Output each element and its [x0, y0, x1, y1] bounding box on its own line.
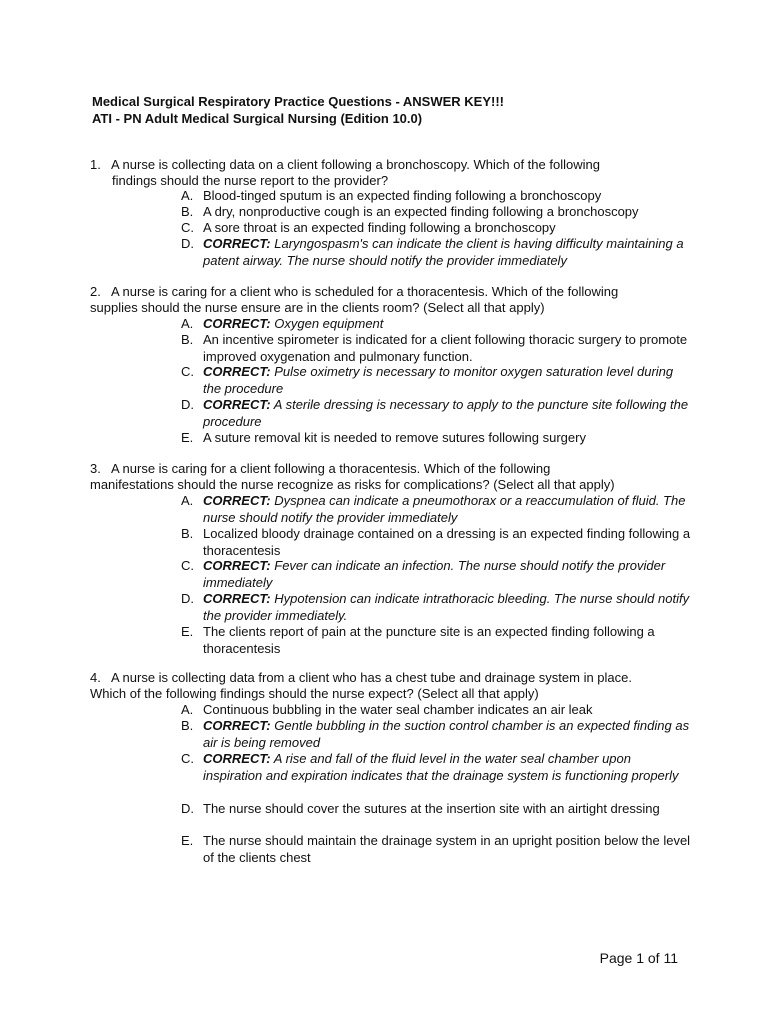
correct-label: CORRECT:: [203, 397, 271, 412]
option: A. Continuous bubbling in the water seal chamber indicates an air leak: [181, 702, 593, 717]
option-correct: A. CORRECT: Dyspnea can indicate a pneumothorax or a reaccumulation of fluid. The nurse should notify the provider immediately: [181, 493, 686, 525]
correct-label: CORRECT:: [203, 591, 271, 606]
question-stem-cont: findings should the nurse report to the provider?: [112, 173, 389, 188]
correct-label: CORRECT:: [203, 718, 271, 733]
option-correct: D. CORRECT: A sterile dressing is necessary to apply to the puncture site following the procedure: [181, 397, 689, 429]
correct-label: CORRECT:: [203, 751, 271, 766]
option-correct: D. CORRECT: Hypotension can indicate intrathoracic bleeding. The nurse should notify the provider immediately.: [181, 591, 690, 623]
question-stem-cont: Which of the following findings should the nurse expect? (Select all that apply): [90, 686, 539, 701]
question-2: [90, 284, 690, 316]
question-stem: 3. A nurse is caring for a client following a thoracentesis. Which of the following: [90, 461, 551, 476]
option-correct: B. CORRECT: Gentle bubbling in the suction control chamber is an expected finding as air is being removed: [181, 718, 690, 750]
option-correct: A. CORRECT: Oxygen equipment: [181, 316, 384, 331]
question-3: [90, 461, 690, 493]
correct-label: CORRECT:: [203, 558, 271, 573]
correct-label: CORRECT:: [203, 316, 271, 331]
page-number: Page 1 of 11: [599, 950, 678, 966]
question-1: [90, 157, 690, 189]
option-correct: C. CORRECT: A rise and fall of the fluid level in the water seal chamber upon inspiration and expiration indicates that the drainage system is functioning properly: [181, 751, 679, 783]
option: B. Localized bloody drainage contained on a dressing is an expected finding following a thoracentesis: [181, 526, 691, 558]
question-stem: 4. A nurse is collecting data from a client who has a chest tube and drainage system in place.: [90, 670, 632, 685]
option: B. An incentive spirometer is indicated for a client following thoracic surgery to promote improved oxygenation and pulmonary function.: [181, 332, 688, 364]
option: B. A dry, nonproductive cough is an expected finding following a bronchoscopy: [181, 204, 639, 219]
correct-label: CORRECT:: [203, 236, 271, 251]
option: D. The nurse should cover the sutures at the insertion site with an airtight dressing: [181, 801, 660, 816]
question-number: 4.: [90, 670, 101, 685]
question-stem-cont: manifestations should the nurse recognize as risks for complications? (Select all that apply): [90, 477, 615, 492]
question-stem: 1. A nurse is collecting data on a client following a bronchoscopy. Which of the following: [90, 157, 600, 172]
option: E. A suture removal kit is needed to remove sutures following surgery: [181, 430, 586, 445]
option-correct: D. CORRECT: Laryngospasm's can indicate the client is having difficulty maintaining a patent airway. The nurse should notify the provider immediately: [181, 236, 684, 268]
option: E. The clients report of pain at the puncture site is an expected finding following a thoracentesis: [181, 624, 655, 656]
question-stem-cont: supplies should the nurse ensure are in the clients room? (Select all that apply): [90, 300, 545, 315]
question-4: [90, 670, 690, 702]
document-title: Medical Surgical Respiratory Practice Questions - ANSWER KEY!!!: [92, 94, 505, 109]
option: C. A sore throat is an expected finding following a bronchoscopy: [181, 220, 556, 235]
correct-label: CORRECT:: [203, 493, 271, 508]
option-correct: C. CORRECT: Pulse oximetry is necessary to monitor oxygen saturation level during the procedure: [181, 364, 674, 396]
correct-label: CORRECT:: [203, 364, 271, 379]
question-stem: 2. A nurse is caring for a client who is scheduled for a thoracentesis. Which of the following: [90, 284, 619, 299]
option: E. The nurse should maintain the drainage system in an upright position below the level of the clients chest: [181, 833, 691, 865]
question-number: 1.: [90, 157, 101, 172]
question-number: 3.: [90, 461, 101, 476]
document-subtitle: ATI - PN Adult Medical Surgical Nursing (Edition 10.0): [92, 111, 423, 126]
question-number: 2.: [90, 284, 101, 299]
option-correct: C. CORRECT: Fever can indicate an infection. The nurse should notify the provider immediately: [181, 558, 666, 590]
option: A. Blood-tinged sputum is an expected finding following a bronchoscopy: [181, 188, 602, 203]
